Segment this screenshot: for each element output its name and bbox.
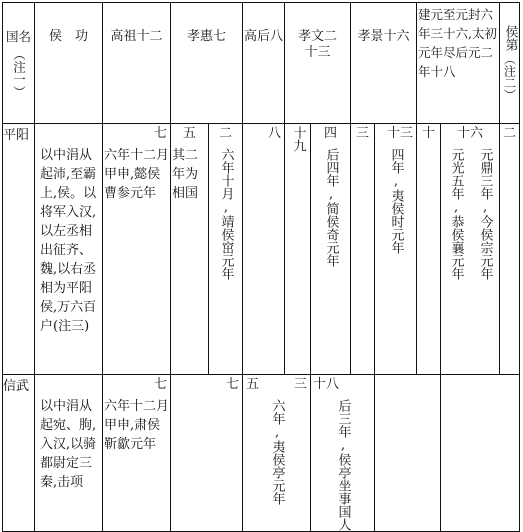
row-xiaohui-b: 二 六年十月,靖侯窋元年: [209, 124, 243, 375]
col-xiaohui: [171, 3, 243, 124]
col-hougong: [35, 3, 103, 124]
xiaojing-label: 孝景十六: [357, 29, 410, 44]
houdi-note: （注二）: [502, 53, 517, 101]
col-jianyuan: [417, 3, 500, 124]
col-gaozu: [103, 3, 171, 124]
row-xiaohui-a: 五 其二年为相国: [171, 124, 209, 375]
col-gaohou: [243, 3, 285, 124]
row-gong: 以中涓从起沛,至霸上,侯。以将军入汉,以左丞相出征齐、魏,以右丞相为平阳侯,万六百户(注三): [35, 124, 103, 375]
row-xiaojing-b: 十三 四年,夷侯时元年: [375, 124, 417, 375]
row-gaohou: 八: [243, 124, 285, 375]
jy-d-text: 元鼎三年,今侯宗元年: [477, 148, 493, 280]
row-xiaojing-a: 三: [351, 124, 375, 375]
jy-c-text: 元光五年,恭侯襄元年: [448, 148, 464, 280]
gaozu-label: 高祖十二: [110, 29, 163, 44]
guoming-note: （注一）: [11, 48, 27, 98]
hereditary-table: [2, 2, 520, 532]
row-name: 平阳: [3, 124, 35, 375]
row-gaozu: 七 六年十二月甲申,懿侯曹参元年: [103, 124, 171, 375]
row-gaozu: 七 六年十二月甲申,肃侯靳歙元年: [103, 375, 171, 532]
table-row: [3, 124, 520, 375]
col-xiaowen: [285, 3, 351, 124]
xiaowen-label: 孝文二十三: [298, 29, 338, 60]
row-jy-a: 十: [417, 124, 441, 375]
row-jy-b: 十六 元光五年,恭侯襄元年 元鼎三年,今侯宗元年: [441, 124, 500, 375]
houdi-label: 侯第: [502, 25, 518, 51]
gaohou-a-num: 五: [246, 377, 260, 392]
row-gong: 以中涓从起宛、朐,入汉,以骑都尉定三秦,击项: [35, 375, 103, 532]
col-xiaojing: [351, 3, 417, 124]
row-gaohou: 五 三 六年,夷侯亭元年: [243, 375, 311, 532]
gaohou-label: 高后八: [244, 29, 284, 44]
header-row: [3, 3, 520, 124]
gaohou-b-num: 三: [294, 377, 308, 392]
guoming-label: 国名: [5, 29, 31, 44]
col-guoming: [3, 3, 35, 124]
jianyuan-label: 建元至元封六年三十六,太初元年尽后元二年十八: [418, 7, 498, 79]
row-xiaowen-b: 四 后四年,简侯奇元年: [311, 124, 351, 375]
row-xiaowen-a: 十九: [285, 124, 311, 375]
row-rank: 二: [500, 124, 520, 375]
row-jianyuan: [441, 375, 520, 532]
xiaohui-label: 孝惠七: [187, 29, 227, 44]
hougong-label: 侯 功: [48, 29, 88, 44]
row-name: 信武: [3, 375, 35, 532]
col-houdi: [500, 3, 520, 124]
row-xiaojing: [375, 375, 441, 532]
row-xiaowen: 十八 后三年,侯亭坐事国人: [311, 375, 375, 532]
row-xiaohui: 七: [171, 375, 243, 532]
table-row: [3, 375, 520, 532]
